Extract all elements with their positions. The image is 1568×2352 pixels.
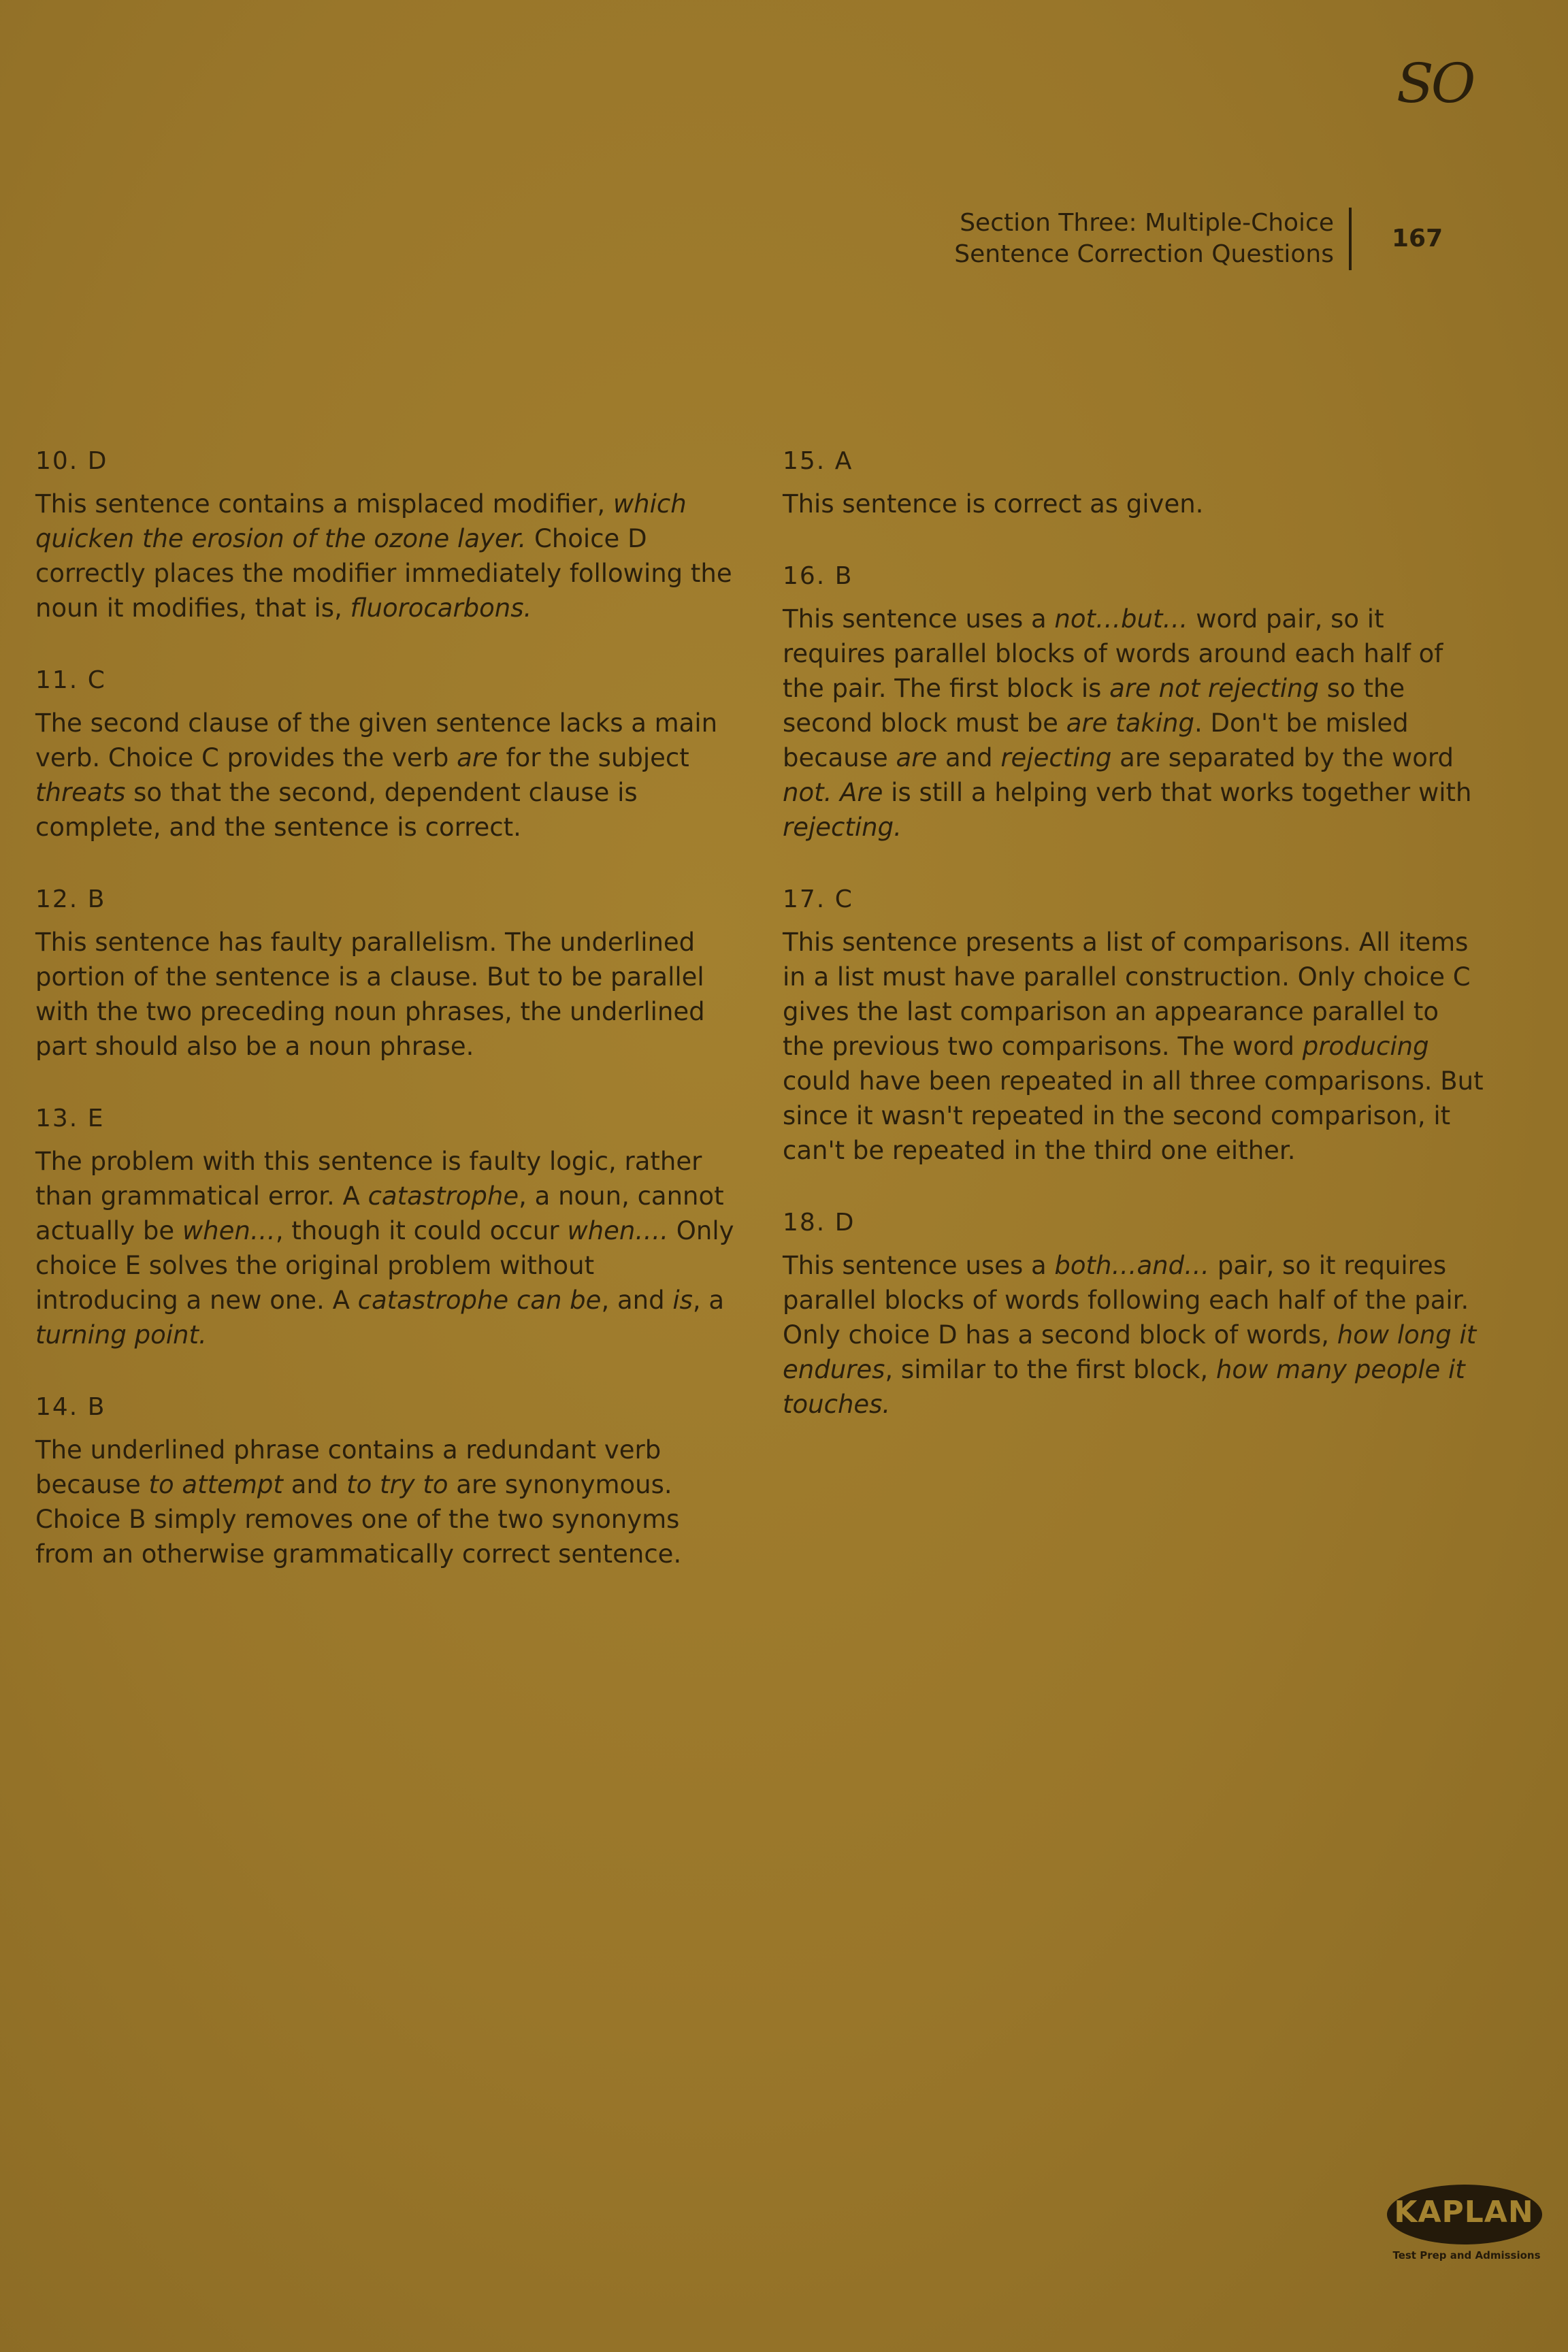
italic-phrase: to try to: [346, 1470, 448, 1499]
answer-explanation: [35, 487, 743, 625]
text-run: , a noun, cannot actually be: [35, 1181, 724, 1245]
italic-phrase: which quicken the erosion of the ozone layer.: [35, 489, 687, 553]
answer-number: 12. B: [35, 885, 106, 913]
text-run: This sentence uses a: [783, 1251, 1055, 1280]
page-number: 167: [1392, 225, 1443, 252]
text-run: are synonymous. Choice B simply removes one of the two synonyms from an otherwise grammatically correct sentence.: [35, 1470, 682, 1569]
handwritten-mark: SO: [1396, 52, 1473, 115]
answer-block: [783, 1207, 1484, 1422]
answer-block: [783, 561, 1484, 845]
italic-phrase: when…: [182, 1216, 276, 1245]
italic-phrase: is: [672, 1286, 693, 1315]
italic-phrase: when….: [567, 1216, 669, 1245]
answer-number: 17. C: [783, 885, 853, 913]
text-run: and: [282, 1470, 347, 1499]
italic-phrase: to attempt: [148, 1470, 283, 1499]
italic-phrase: fluorocarbons.: [350, 593, 532, 623]
answer-number: 11. C: [35, 666, 106, 694]
italic-phrase: how long it endures: [783, 1320, 1477, 1384]
answer-number: 10. D: [35, 447, 108, 475]
text-run: , a: [692, 1286, 725, 1315]
italic-phrase: rejecting: [1000, 743, 1112, 772]
italic-phrase: rejecting.: [783, 813, 902, 842]
text-run: Choice D correctly places the modifier immediately following the noun it modifies, that is,: [35, 524, 732, 623]
answer-block: [35, 1392, 743, 1571]
answer-explanation: [35, 706, 743, 845]
italic-phrase: are: [457, 743, 498, 772]
text-run: This sentence uses a: [783, 604, 1055, 634]
answer-explanation: [35, 1144, 743, 1352]
answer-explanation: [783, 602, 1484, 845]
text-run: , and: [601, 1286, 673, 1315]
italic-phrase: catastrophe can be: [357, 1286, 602, 1315]
text-run: The problem with this sentence is faulty logic, rather than grammatical error. A: [35, 1147, 702, 1211]
answer-block: [35, 884, 743, 1064]
answer-explanation: [783, 487, 1484, 521]
answer-block: [783, 884, 1484, 1168]
italic-phrase: are not rejecting: [1109, 674, 1320, 703]
answer-block: [783, 446, 1484, 521]
running-head: [885, 208, 1352, 270]
text-run: . Don't be misled because: [783, 708, 1409, 772]
running-head-line-1: Section Three: Multiple-Choice: [960, 209, 1334, 237]
left-column: [35, 446, 743, 1611]
italic-phrase: not…but…: [1054, 604, 1188, 634]
text-run: The second clause of the given sentence lacks a main verb. Choice C provides the verb: [35, 708, 718, 772]
text-run: Only choice E solves the original problem without introducing a new one. A: [35, 1216, 734, 1315]
text-run: so the second block must be: [783, 674, 1405, 738]
italic-phrase: not. Are: [783, 778, 883, 807]
answer-number: 18. D: [783, 1209, 855, 1237]
text-run: is still a helping verb that works together with: [883, 778, 1472, 807]
text-run: This sentence is correct as given.: [783, 489, 1204, 519]
italic-phrase: producing: [1302, 1032, 1429, 1061]
text-run: are separated by the word: [1111, 743, 1454, 772]
right-column: [783, 446, 1484, 1461]
text-run: so that the second, dependent clause is complete, and the sentence is correct.: [35, 778, 638, 842]
text-run: This sentence presents a list of comparisons. All items in a list must have parallel construction. Only choice C gives the last comparison an appearance parallel to the previous two comparisons. The word: [783, 928, 1471, 1061]
kaplan-logo: [1387, 2185, 1541, 2246]
text-run: This sentence contains a misplaced modifier,: [35, 489, 613, 519]
text-run: , similar to the first block,: [885, 1355, 1216, 1384]
logo-wordmark: KAPLAN: [1394, 2195, 1534, 2230]
italic-phrase: both…and…: [1054, 1251, 1210, 1280]
text-run: word pair, so it requires parallel blocks of words around each half of the pair. The first block is: [783, 604, 1443, 703]
answer-number: 14. B: [35, 1393, 106, 1421]
text-run: could have been repeated in all three comparisons. But since it wasn't repeated in the second comparison, it can't be repeated in the third one either.: [783, 1066, 1484, 1165]
italic-phrase: are taking: [1066, 708, 1194, 738]
text-run: The underlined phrase contains a redundant verb because: [35, 1435, 662, 1499]
logo-tagline: Test Prep and Admissions: [1392, 2249, 1541, 2261]
answer-explanation: [783, 1248, 1484, 1422]
answer-number: 15. A: [783, 447, 853, 475]
answer-number: 13. E: [35, 1105, 105, 1132]
answer-explanation: [783, 925, 1484, 1168]
italic-phrase: how many people it touches.: [783, 1355, 1465, 1419]
italic-phrase: turning point.: [35, 1320, 207, 1350]
text-run: for the subject: [497, 743, 689, 772]
italic-phrase: are: [896, 743, 938, 772]
answer-explanation: [35, 1433, 743, 1571]
answer-number: 16. B: [783, 562, 853, 590]
italic-phrase: catastrophe: [368, 1181, 519, 1211]
text-run: This sentence has faulty parallelism. The underlined portion of the sentence is a clause. But to be parallel with the two preceding noun phrases, the underlined part should also be a noun phrase.: [35, 928, 705, 1061]
text-run: , though it could occur: [275, 1216, 568, 1245]
text-run: and: [937, 743, 1001, 772]
answer-block: [35, 1103, 743, 1352]
running-head-line-2: Sentence Correction Questions: [954, 240, 1334, 268]
italic-phrase: threats: [35, 778, 126, 807]
text-run: pair, so it requires parallel blocks of words following each half of the pair. Only choice D has a second block of words,: [783, 1251, 1469, 1350]
answer-explanation: [35, 925, 743, 1064]
answer-block: [35, 446, 743, 625]
answer-block: [35, 665, 743, 845]
